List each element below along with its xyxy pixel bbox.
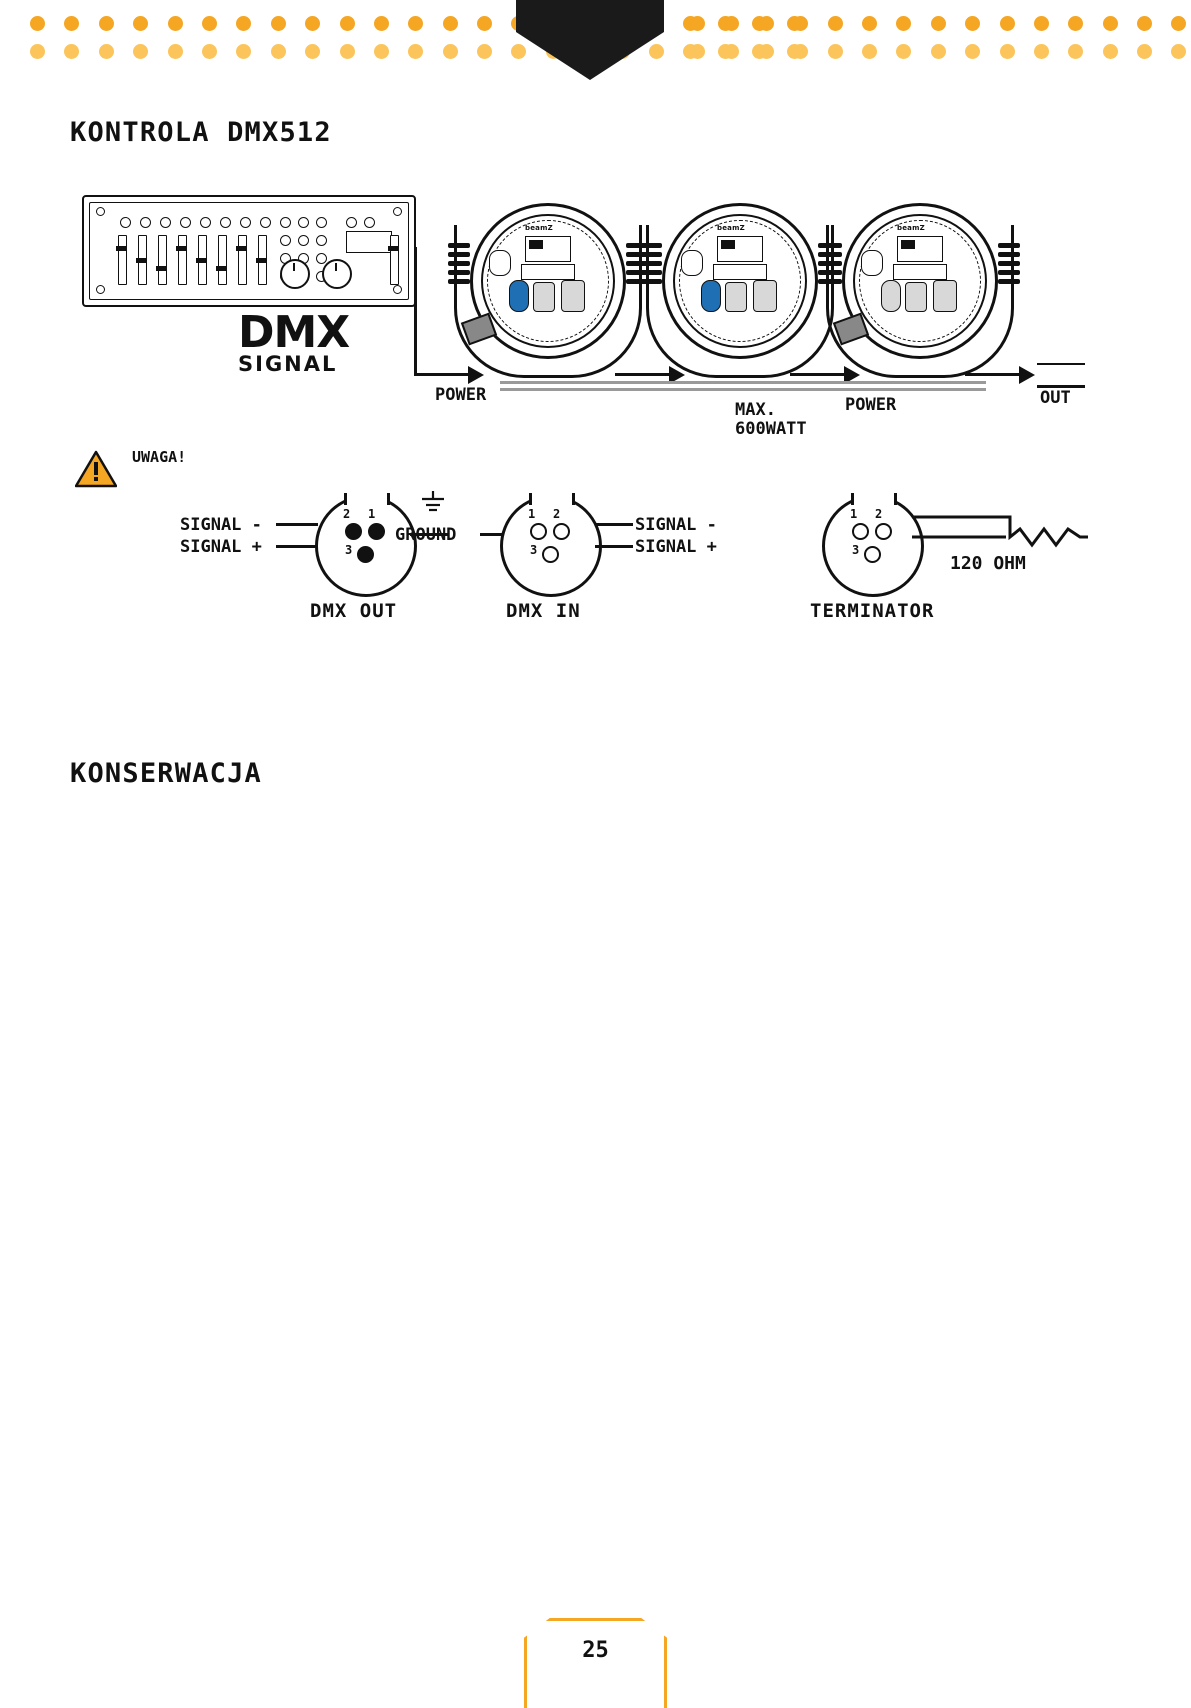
header-dot	[724, 44, 739, 59]
mount-hole-icon	[96, 285, 105, 294]
xlr-pin-3	[542, 546, 559, 563]
header-dot	[1034, 44, 1049, 59]
signal-line-vertical	[414, 247, 417, 375]
xlr-shell	[315, 495, 417, 597]
header-decoration-band	[0, 0, 1191, 86]
footer-shape	[524, 1618, 667, 1708]
dmx-controller-unit	[82, 195, 416, 307]
ground-label: GROUND	[395, 525, 457, 545]
resistor-value-label: 120 OHM	[950, 553, 1026, 574]
page-footer	[524, 1618, 667, 1708]
header-dot	[133, 16, 148, 31]
header-dot	[828, 44, 843, 59]
fixture-heatsink-fins	[998, 243, 1020, 293]
header-dot	[1103, 16, 1118, 31]
controller-knob[interactable]	[322, 259, 352, 289]
header-dot	[896, 44, 911, 59]
header-dot	[271, 44, 286, 59]
header-dot	[374, 44, 389, 59]
header-dot	[408, 44, 423, 59]
fixture-button-row	[713, 264, 767, 280]
dmx-in-signal-minus-label: SIGNAL -	[635, 515, 717, 535]
controller-fader[interactable]	[390, 235, 399, 285]
lead-line	[595, 545, 633, 548]
lead-line	[595, 523, 633, 526]
controller-fader[interactable]	[198, 235, 207, 285]
header-dot	[168, 44, 183, 59]
header-dot	[1068, 44, 1083, 59]
mount-hole-icon	[96, 207, 105, 216]
header-dot	[202, 16, 217, 31]
xlr-pin-1	[852, 523, 869, 540]
header-dot	[99, 16, 114, 31]
fixture-brand-label: beamZ	[897, 224, 925, 232]
section-heading-maintenance: KONSERWACJA	[70, 758, 263, 789]
xlr-pin-2	[345, 523, 362, 540]
pin-number-1: 1	[850, 507, 858, 521]
dmx-out-caption: DMX OUT	[310, 600, 398, 622]
power-chain-line	[500, 388, 986, 391]
xlr-notch	[529, 493, 575, 505]
xlr-notch	[851, 493, 897, 505]
led-par-fixture	[448, 195, 648, 385]
header-dot	[690, 44, 705, 59]
header-dot	[64, 16, 79, 31]
ground-symbol-icon	[416, 491, 450, 513]
power-connector	[725, 282, 747, 312]
pin-number-1: 1	[368, 507, 376, 521]
dmx-connector-blue	[509, 280, 529, 312]
header-dot	[443, 16, 458, 31]
controller-button-icon	[160, 217, 171, 228]
xlr-pin-2	[875, 523, 892, 540]
header-dot-row-right-bottom	[690, 44, 1191, 59]
header-dot	[1000, 16, 1015, 31]
header-dot	[511, 44, 526, 59]
fixture-heatsink-fins	[640, 243, 662, 293]
header-dot	[340, 44, 355, 59]
header-dot	[30, 44, 45, 59]
header-dot	[690, 16, 705, 31]
fixture-display-segment	[529, 240, 543, 249]
header-dot	[931, 16, 946, 31]
label-max-watt-line1: MAX.	[735, 400, 776, 420]
header-dot	[1068, 16, 1083, 31]
pin-number-2: 2	[553, 507, 561, 521]
pin-number-2: 2	[875, 507, 883, 521]
dmx-connector	[881, 280, 901, 312]
controller-fader[interactable]	[118, 235, 127, 285]
power-connector	[933, 280, 957, 312]
header-dot	[759, 44, 774, 59]
xlr-pin-3	[357, 546, 374, 563]
section-heading-dmx-control: KONTROLA DMX512	[70, 117, 332, 148]
dmx-out-connector	[310, 495, 417, 622]
header-dot-row-left-top	[30, 16, 802, 31]
pin-number-3: 3	[852, 543, 860, 557]
header-arrow-shape	[516, 0, 664, 80]
out-dash-line	[1037, 363, 1085, 365]
dmx-in-caption: DMX IN	[506, 600, 581, 622]
header-dot	[759, 16, 774, 31]
power-connector	[753, 280, 777, 312]
header-dot	[1137, 16, 1152, 31]
header-dot	[443, 44, 458, 59]
header-dot	[793, 16, 808, 31]
dmx-signal-wordmark	[238, 307, 350, 377]
mount-hole-icon	[393, 207, 402, 216]
fixture-handle	[861, 250, 883, 276]
controller-fader[interactable]	[138, 235, 147, 285]
warning-triangle-icon	[75, 450, 117, 488]
header-dot	[862, 16, 877, 31]
header-dot	[477, 16, 492, 31]
controller-button-icon	[280, 217, 291, 228]
xlr-pin-1	[530, 523, 547, 540]
controller-button-icon	[298, 235, 309, 246]
dmx-connector-blue	[701, 280, 721, 312]
header-dot	[1171, 44, 1186, 59]
controller-button-icon	[220, 217, 231, 228]
power-connector	[533, 282, 555, 312]
controller-button-icon	[316, 253, 327, 264]
xlr-pin-2	[553, 523, 570, 540]
header-dot	[305, 16, 320, 31]
header-dot	[931, 44, 946, 59]
header-dot	[862, 44, 877, 59]
power-connector	[561, 280, 585, 312]
header-dot	[340, 16, 355, 31]
xlr-shell	[822, 495, 924, 597]
controller-button-icon	[316, 235, 327, 246]
fixture-heatsink-fins	[448, 243, 470, 293]
dmx-out-signal-minus-label: SIGNAL -	[180, 515, 262, 535]
page-number: 25	[582, 1638, 609, 1663]
controller-button-icon	[260, 217, 271, 228]
header-dot	[99, 44, 114, 59]
header-dot	[828, 16, 843, 31]
lead-line	[276, 545, 318, 548]
fixture-brand-label: beamZ	[717, 224, 745, 232]
warning-label: UWAGA!	[132, 448, 187, 466]
header-dot	[793, 44, 808, 59]
resistor-symbol-icon	[910, 507, 1090, 559]
controller-fader[interactable]	[178, 235, 187, 285]
fixture-heatsink-fins	[820, 243, 842, 293]
controller-button-icon	[180, 217, 191, 228]
label-out: OUT	[1040, 388, 1071, 408]
pin-number-1: 1	[528, 507, 536, 521]
controller-button-icon	[200, 217, 211, 228]
signal-arrow-icon	[1019, 366, 1035, 384]
pin-number-3: 3	[345, 543, 353, 557]
header-dot	[1034, 16, 1049, 31]
controller-button-icon	[364, 217, 375, 228]
dmx-in-connector	[500, 495, 602, 622]
header-dot	[1171, 16, 1186, 31]
header-dot	[236, 16, 251, 31]
label-power-right: POWER	[845, 395, 897, 415]
header-dot	[965, 16, 980, 31]
lead-line	[276, 523, 318, 526]
header-dot-row-left-bottom	[30, 44, 802, 59]
controller-knob[interactable]	[280, 259, 310, 289]
header-dot	[649, 44, 664, 59]
fixture-housing	[662, 203, 818, 359]
power-connector	[905, 282, 927, 312]
controller-fader[interactable]	[158, 235, 167, 285]
controller-fader[interactable]	[218, 235, 227, 285]
controller-fader[interactable]	[258, 235, 267, 285]
controller-button-icon	[346, 217, 357, 228]
xlr-notch	[344, 493, 390, 505]
fixture-display-segment	[901, 240, 915, 249]
xlr-pin-3	[864, 546, 881, 563]
header-dot	[477, 44, 492, 59]
led-par-fixture	[640, 195, 840, 385]
fixture-handle	[681, 250, 703, 276]
header-dot	[965, 44, 980, 59]
header-dot	[724, 16, 739, 31]
controller-button-icon	[120, 217, 131, 228]
controller-button-icon	[298, 217, 309, 228]
header-dot	[168, 16, 183, 31]
header-dot	[236, 44, 251, 59]
label-max-watt-line2: 600WATT	[735, 419, 807, 439]
dmx-in-signal-plus-label: SIGNAL +	[635, 537, 717, 557]
header-dot	[64, 44, 79, 59]
header-dot	[202, 44, 217, 59]
header-dot	[374, 16, 389, 31]
controller-fader[interactable]	[238, 235, 247, 285]
dmx-out-signal-plus-label: SIGNAL +	[180, 537, 262, 557]
mount-hole-icon	[393, 285, 402, 294]
dmx-wordmark-main: DMX	[238, 307, 350, 358]
header-dot	[30, 16, 45, 31]
dmx-wiring-diagram	[70, 185, 1070, 655]
xlr-shell	[500, 495, 602, 597]
header-dot	[1137, 44, 1152, 59]
pin-number-3: 3	[530, 543, 538, 557]
lead-line	[480, 533, 504, 536]
header-dot	[1103, 44, 1118, 59]
pin-number-2: 2	[343, 507, 351, 521]
fixture-button-row	[893, 264, 947, 280]
controller-button-icon	[140, 217, 151, 228]
header-dot-row-right-top	[690, 16, 1191, 31]
xlr-pin-1	[368, 523, 385, 540]
terminator-connector	[810, 495, 935, 622]
fixture-brand-label: beamZ	[525, 224, 553, 232]
fixture-display-segment	[721, 240, 735, 249]
header-dot	[271, 16, 286, 31]
terminator-caption: TERMINATOR	[810, 600, 935, 622]
controller-button-icon	[280, 235, 291, 246]
header-dot	[408, 16, 423, 31]
header-dot	[896, 16, 911, 31]
controller-button-icon	[316, 217, 327, 228]
fixture-handle	[489, 250, 511, 276]
controller-button-icon	[240, 217, 251, 228]
header-dot	[305, 44, 320, 59]
dmx-wordmark-sub: SIGNAL	[238, 352, 338, 377]
label-power-left: POWER	[435, 385, 487, 405]
fixture-button-row	[521, 264, 575, 280]
header-dot	[1000, 44, 1015, 59]
led-par-fixture	[820, 195, 1020, 385]
header-dot	[133, 44, 148, 59]
controller-display	[346, 231, 392, 253]
